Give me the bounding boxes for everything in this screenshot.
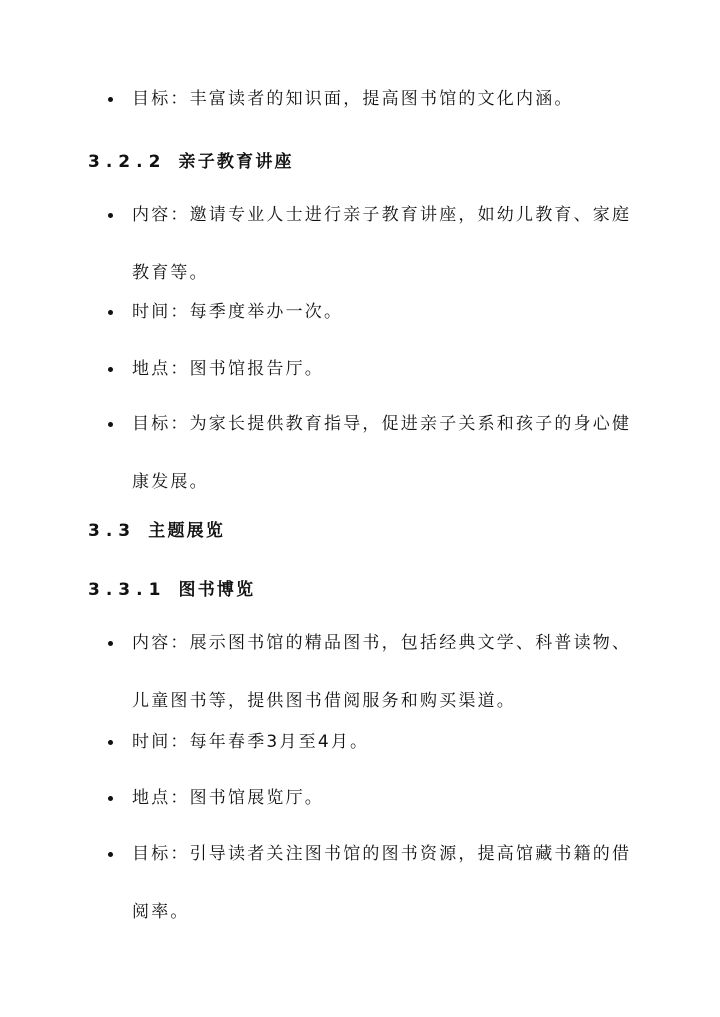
bullet-icon <box>108 97 113 102</box>
section-heading <box>88 147 294 172</box>
bullet-icon <box>108 367 113 372</box>
list-item-text: 地点：图书馆报告厅。 <box>132 359 324 379</box>
section-title: 亲子教育讲座 <box>178 152 294 172</box>
bullet-icon <box>108 310 113 315</box>
bullet-icon <box>108 796 113 801</box>
list-item-text: 时间：每年春季3月至4月。 <box>132 732 370 752</box>
section-heading <box>88 575 255 600</box>
list-item-text: 时间：每季度举办一次。 <box>132 302 344 322</box>
bullet-icon <box>108 852 113 857</box>
bullet-icon <box>108 641 113 646</box>
bullet-icon <box>108 213 113 218</box>
section-heading <box>88 516 225 541</box>
section-number: 3.3 <box>88 521 137 541</box>
list-item-text: 内容：邀请专业人士进行亲子教育讲座，如幼儿教育、家庭教育等。 <box>132 205 632 283</box>
list-item-text: 目标：丰富读者的知识面，提高图书馆的文化内涵。 <box>132 89 574 109</box>
list-item-text: 目标：为家长提供教育指导，促进亲子关系和孩子的身心健康发展。 <box>132 414 632 492</box>
list-item-text: 目标：引导读者关注图书馆的图书资源，提高馆藏书籍的借阅率。 <box>132 844 632 922</box>
list-item-text: 内容：展示图书馆的精品图书，包括经典文学、科普读物、儿童图书等，提供图书借阅服务和购买渠道。 <box>132 633 632 711</box>
list-item-text: 地点：图书馆展览厅。 <box>132 788 324 808</box>
section-title: 主题展览 <box>148 521 226 541</box>
section-number: 3.3.1 <box>88 580 167 600</box>
bullet-icon <box>108 740 113 745</box>
section-number: 3.2.2 <box>88 152 167 172</box>
bullet-icon <box>108 422 113 427</box>
section-title: 图书博览 <box>178 580 256 600</box>
